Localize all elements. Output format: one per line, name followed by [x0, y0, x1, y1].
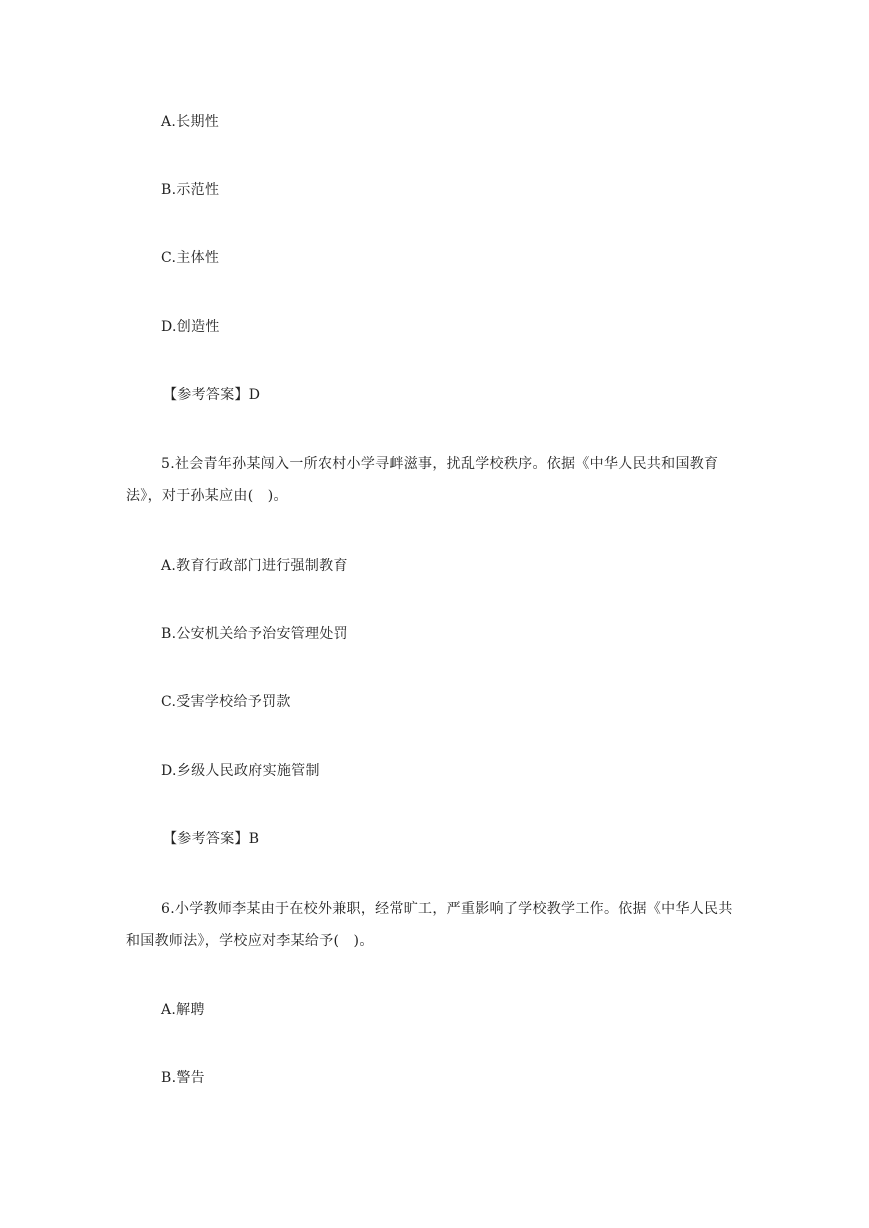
question-5: 5.社会青年孙某闯入一所农村小学寻衅滋事，扰乱学校秩序。依据《中华人民共和国教育法》，对于孙某应由( )。	[126, 456, 719, 504]
option-b-q5: B.公安机关给予治安管理处罚	[161, 626, 348, 642]
option-c-q5: C.受害学校给予罚款	[161, 694, 291, 710]
answer-q5: 【参考答案】B	[163, 831, 260, 847]
option-c-q4: C.主体性	[161, 250, 220, 266]
answer-q4: 【参考答案】D	[163, 387, 261, 403]
option-b-q4: B.示范性	[161, 182, 220, 198]
option-a-q4: A.长期性	[161, 114, 220, 130]
option-a-q6: A.解聘	[161, 1002, 205, 1018]
option-d-q5: D.乡级人民政府实施管制	[161, 763, 320, 779]
option-a-q5: A.教育行政部门进行强制教育	[161, 558, 348, 574]
question-6: 6.小学教师李某由于在校外兼职，经常旷工，严重影响了学校教学工作。依据《中华人民共和国教师法》，学校应对李某给予( )。	[126, 901, 733, 949]
option-d-q4: D.创造性	[161, 319, 220, 335]
option-b-q6: B.警告	[161, 1070, 205, 1086]
